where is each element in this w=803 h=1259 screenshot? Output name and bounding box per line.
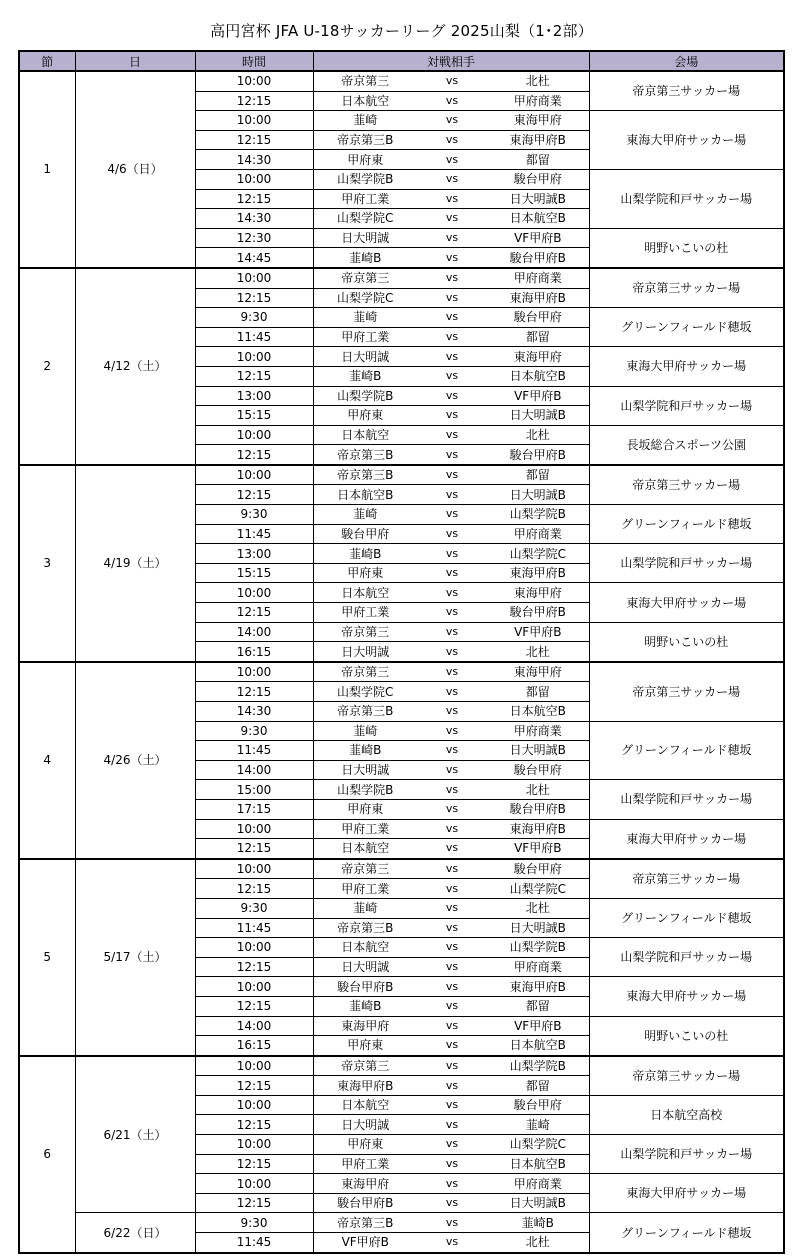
vs-label: vs: [417, 662, 487, 682]
away-team: 日大明誠B: [487, 741, 589, 761]
away-team: VF甲府B: [487, 386, 589, 406]
home-team: 韮崎: [313, 111, 417, 131]
away-team: 駿台甲府: [487, 308, 589, 328]
away-team: VF甲府B: [487, 1016, 589, 1036]
match-time: 14:00: [195, 760, 313, 780]
home-team: 韮崎: [313, 898, 417, 918]
match-time: 12:15: [195, 485, 313, 505]
vs-label: vs: [417, 248, 487, 268]
match-time: 12:15: [195, 682, 313, 702]
vs-label: vs: [417, 702, 487, 722]
venue-name: 帝京第三サッカー場: [589, 859, 784, 899]
match-time: 14:45: [195, 248, 313, 268]
vs-label: vs: [417, 799, 487, 819]
home-team: 日本航空: [313, 839, 417, 859]
match-row: [19, 71, 784, 91]
vs-label: vs: [417, 1135, 487, 1155]
match-time: 12:15: [195, 445, 313, 465]
match-time: 9:30: [195, 721, 313, 741]
away-team: 日大明誠B: [487, 406, 589, 426]
home-team: 日本航空: [313, 1095, 417, 1115]
venue-name: 東海大甲府サッカー場: [589, 347, 784, 386]
vs-label: vs: [417, 957, 487, 977]
away-team: 東海甲府B: [487, 288, 589, 308]
match-time: 9:30: [195, 1213, 313, 1233]
home-team: 帝京第三: [313, 1056, 417, 1076]
match-time: 10:00: [195, 819, 313, 839]
vs-label: vs: [417, 741, 487, 761]
away-team: 都留: [487, 682, 589, 702]
away-team: 都留: [487, 327, 589, 347]
match-time: 10:00: [195, 1056, 313, 1076]
venue-name: グリーンフィールド穂坂: [589, 308, 784, 347]
vs-label: vs: [417, 1213, 487, 1233]
vs-label: vs: [417, 1095, 487, 1115]
round-number: 1: [19, 71, 75, 268]
away-team: 駿台甲府B: [487, 603, 589, 623]
away-team: 東海甲府: [487, 111, 589, 131]
match-time: 11:45: [195, 524, 313, 544]
away-team: 北杜: [487, 71, 589, 91]
match-time: 10:00: [195, 347, 313, 367]
match-time: 11:45: [195, 741, 313, 761]
vs-label: vs: [417, 1076, 487, 1096]
home-team: 山梨学院C: [313, 209, 417, 229]
header-round: 節: [19, 51, 75, 71]
venue-name: 帝京第三サッカー場: [589, 71, 784, 111]
venue-name: 山梨学院和戸サッカー場: [589, 1135, 784, 1174]
match-time: 13:00: [195, 544, 313, 564]
match-time: 10:00: [195, 977, 313, 997]
vs-label: vs: [417, 879, 487, 899]
vs-label: vs: [417, 682, 487, 702]
away-team: 東海甲府B: [487, 130, 589, 150]
home-team: 山梨学院C: [313, 682, 417, 702]
home-team: 山梨学院C: [313, 288, 417, 308]
home-team: 甲府工業: [313, 189, 417, 209]
away-team: 東海甲府B: [487, 977, 589, 997]
venue-name: 山梨学院和戸サッカー場: [589, 386, 784, 425]
match-date: 5/17（土）: [75, 859, 195, 1056]
home-team: 甲府東: [313, 1135, 417, 1155]
match-row: [19, 268, 784, 288]
match-time: 10:00: [195, 662, 313, 682]
home-team: 東海甲府B: [313, 1076, 417, 1096]
home-team: 日大明誠: [313, 642, 417, 662]
match-time: 11:45: [195, 918, 313, 938]
vs-label: vs: [417, 524, 487, 544]
away-team: 日本航空B: [487, 1154, 589, 1174]
away-team: 韮崎B: [487, 1213, 589, 1233]
home-team: 甲府工業: [313, 819, 417, 839]
away-team: 日本航空B: [487, 209, 589, 229]
match-row: [19, 859, 784, 879]
vs-label: vs: [417, 386, 487, 406]
home-team: 東海甲府: [313, 1174, 417, 1194]
away-team: 日本航空B: [487, 1036, 589, 1056]
vs-label: vs: [417, 642, 487, 662]
match-date: 4/26（土）: [75, 662, 195, 859]
match-date: 4/6（日）: [75, 71, 195, 268]
home-team: 韮崎: [313, 721, 417, 741]
vs-label: vs: [417, 1016, 487, 1036]
away-team: 甲府商業: [487, 524, 589, 544]
match-time: 15:15: [195, 406, 313, 426]
home-team: 山梨学院B: [313, 780, 417, 800]
vs-label: vs: [417, 544, 487, 564]
away-team: 北杜: [487, 642, 589, 662]
away-team: 山梨学院C: [487, 879, 589, 899]
match-row: [19, 662, 784, 682]
away-team: 山梨学院C: [487, 1135, 589, 1155]
home-team: 帝京第三B: [313, 465, 417, 485]
away-team: 駿台甲府B: [487, 799, 589, 819]
venue-name: グリーンフィールド穂坂: [589, 721, 784, 780]
header-match: 対戦相手: [313, 51, 589, 71]
schedule-body: [19, 71, 784, 1253]
match-time: 12:15: [195, 288, 313, 308]
away-team: 山梨学院B: [487, 505, 589, 525]
match-time: 12:15: [195, 130, 313, 150]
page-title: 高円宮杯 JFA U-18サッカーリーグ 2025山梨（1･2部）: [210, 22, 593, 40]
venue-name: 長坂総合スポーツ公園: [589, 425, 784, 465]
match-time: 12:15: [195, 1193, 313, 1213]
home-team: 甲府東: [313, 1036, 417, 1056]
away-team: 駿台甲府: [487, 859, 589, 879]
vs-label: vs: [417, 938, 487, 958]
home-team: 帝京第三B: [313, 130, 417, 150]
vs-label: vs: [417, 505, 487, 525]
venue-name: グリーンフィールド穂坂: [589, 1213, 784, 1253]
away-team: 北杜: [487, 425, 589, 445]
venue-name: 東海大甲府サッカー場: [589, 819, 784, 859]
home-team: 甲府東: [313, 406, 417, 426]
vs-label: vs: [417, 268, 487, 288]
vs-label: vs: [417, 189, 487, 209]
vs-label: vs: [417, 1036, 487, 1056]
match-time: 10:00: [195, 859, 313, 879]
away-team: 日大明誠B: [487, 1193, 589, 1213]
away-team: 甲府商業: [487, 1174, 589, 1194]
venue-name: 山梨学院和戸サッカー場: [589, 780, 784, 819]
away-team: 北杜: [487, 780, 589, 800]
vs-label: vs: [417, 721, 487, 741]
venue-name: 山梨学院和戸サッカー場: [589, 938, 784, 977]
away-team: VF甲府B: [487, 622, 589, 642]
vs-label: vs: [417, 1233, 487, 1253]
away-team: 駿台甲府: [487, 760, 589, 780]
round-number: 6: [19, 1056, 75, 1253]
venue-name: 明野いこいの杜: [589, 622, 784, 662]
home-team: 帝京第三B: [313, 445, 417, 465]
vs-label: vs: [417, 485, 487, 505]
vs-label: vs: [417, 347, 487, 367]
vs-label: vs: [417, 1154, 487, 1174]
home-team: 駿台甲府: [313, 524, 417, 544]
round-number: 3: [19, 465, 75, 662]
away-team: 都留: [487, 150, 589, 170]
vs-label: vs: [417, 150, 487, 170]
match-time: 10:00: [195, 268, 313, 288]
match-time: 12:15: [195, 189, 313, 209]
match-time: 11:45: [195, 1233, 313, 1253]
match-row: [19, 1056, 784, 1076]
away-team: VF甲府B: [487, 839, 589, 859]
away-team: 東海甲府: [487, 662, 589, 682]
match-time: 10:00: [195, 111, 313, 131]
away-team: 都留: [487, 1076, 589, 1096]
venue-name: 日本航空高校: [589, 1095, 784, 1134]
home-team: 甲府東: [313, 799, 417, 819]
away-team: 山梨学院B: [487, 1056, 589, 1076]
away-team: 北杜: [487, 1233, 589, 1253]
vs-label: vs: [417, 111, 487, 131]
home-team: 帝京第三: [313, 662, 417, 682]
match-time: 12:15: [195, 879, 313, 899]
away-team: 駿台甲府: [487, 1095, 589, 1115]
home-team: 日大明誠: [313, 1115, 417, 1135]
home-team: 日本航空: [313, 425, 417, 445]
match-time: 10:00: [195, 1135, 313, 1155]
match-time: 9:30: [195, 308, 313, 328]
vs-label: vs: [417, 130, 487, 150]
home-team: 日大明誠: [313, 760, 417, 780]
home-team: 甲府東: [313, 563, 417, 583]
match-time: 10:00: [195, 425, 313, 445]
away-team: 日大明誠B: [487, 189, 589, 209]
venue-name: 明野いこいの杜: [589, 228, 784, 268]
vs-label: vs: [417, 209, 487, 229]
venue-name: 東海大甲府サッカー場: [589, 111, 784, 170]
vs-label: vs: [417, 977, 487, 997]
home-team: 東海甲府: [313, 1016, 417, 1036]
vs-label: vs: [417, 563, 487, 583]
home-team: 韮崎B: [313, 248, 417, 268]
away-team: 駿台甲府B: [487, 248, 589, 268]
home-team: 韮崎B: [313, 996, 417, 1016]
match-time: 10:00: [195, 169, 313, 189]
match-time: 10:00: [195, 1095, 313, 1115]
match-time: 12:15: [195, 957, 313, 977]
match-time: 12:15: [195, 91, 313, 111]
home-team: 甲府工業: [313, 879, 417, 899]
home-team: 帝京第三: [313, 71, 417, 91]
away-team: 都留: [487, 465, 589, 485]
home-team: 日本航空: [313, 91, 417, 111]
home-team: 日本航空: [313, 938, 417, 958]
away-team: 山梨学院B: [487, 938, 589, 958]
header-date: 日: [75, 51, 195, 71]
away-team: 甲府商業: [487, 91, 589, 111]
match-time: 12:15: [195, 1076, 313, 1096]
home-team: 帝京第三: [313, 268, 417, 288]
vs-label: vs: [417, 780, 487, 800]
home-team: 山梨学院B: [313, 169, 417, 189]
vs-label: vs: [417, 859, 487, 879]
vs-label: vs: [417, 327, 487, 347]
away-team: 山梨学院C: [487, 544, 589, 564]
vs-label: vs: [417, 71, 487, 91]
vs-label: vs: [417, 425, 487, 445]
match-time: 14:00: [195, 622, 313, 642]
header-time: 時間: [195, 51, 313, 71]
home-team: 日本航空B: [313, 485, 417, 505]
away-team: 日本航空B: [487, 366, 589, 386]
vs-label: vs: [417, 169, 487, 189]
away-team: 韮崎: [487, 1115, 589, 1135]
match-time: 12:15: [195, 839, 313, 859]
away-team: 日大明誠B: [487, 918, 589, 938]
home-team: 帝京第三B: [313, 1213, 417, 1233]
home-team: 甲府工業: [313, 603, 417, 623]
vs-label: vs: [417, 445, 487, 465]
venue-name: グリーンフィールド穂坂: [589, 505, 784, 544]
home-team: 甲府東: [313, 150, 417, 170]
home-team: 帝京第三: [313, 622, 417, 642]
away-team: 駿台甲府: [487, 169, 589, 189]
venue-name: 東海大甲府サッカー場: [589, 1174, 784, 1213]
vs-label: vs: [417, 366, 487, 386]
vs-label: vs: [417, 898, 487, 918]
home-team: 駿台甲府B: [313, 977, 417, 997]
match-time: 10:00: [195, 583, 313, 603]
match-row: [19, 1213, 784, 1233]
away-team: 東海甲府: [487, 583, 589, 603]
vs-label: vs: [417, 603, 487, 623]
home-team: 日大明誠: [313, 228, 417, 248]
header-venue: 会場: [589, 51, 784, 71]
match-time: 14:30: [195, 702, 313, 722]
home-team: 駿台甲府B: [313, 1193, 417, 1213]
match-date: 4/12（土）: [75, 268, 195, 465]
vs-label: vs: [417, 819, 487, 839]
away-team: 東海甲府B: [487, 819, 589, 839]
home-team: 韮崎B: [313, 544, 417, 564]
match-time: 14:00: [195, 1016, 313, 1036]
vs-label: vs: [417, 1115, 487, 1135]
match-time: 9:30: [195, 505, 313, 525]
vs-label: vs: [417, 1056, 487, 1076]
match-date: 6/21（土）: [75, 1056, 195, 1213]
vs-label: vs: [417, 622, 487, 642]
home-team: 帝京第三B: [313, 702, 417, 722]
match-time: 10:00: [195, 71, 313, 91]
round-number: 2: [19, 268, 75, 465]
vs-label: vs: [417, 91, 487, 111]
home-team: 日大明誠: [313, 957, 417, 977]
home-team: VF甲府B: [313, 1233, 417, 1253]
vs-label: vs: [417, 406, 487, 426]
away-team: 北杜: [487, 898, 589, 918]
match-time: 12:15: [195, 1154, 313, 1174]
match-time: 12:15: [195, 996, 313, 1016]
vs-label: vs: [417, 465, 487, 485]
match-time: 10:00: [195, 1174, 313, 1194]
venue-name: 帝京第三サッカー場: [589, 268, 784, 308]
venue-name: 明野いこいの杜: [589, 1016, 784, 1056]
away-team: 日本航空B: [487, 702, 589, 722]
match-time: 17:15: [195, 799, 313, 819]
home-team: 日大明誠: [313, 347, 417, 367]
away-team: 駿台甲府B: [487, 445, 589, 465]
home-team: 帝京第三: [313, 859, 417, 879]
match-time: 10:00: [195, 938, 313, 958]
away-team: 日大明誠B: [487, 485, 589, 505]
vs-label: vs: [417, 918, 487, 938]
vs-label: vs: [417, 308, 487, 328]
home-team: 帝京第三B: [313, 918, 417, 938]
venue-name: 山梨学院和戸サッカー場: [589, 169, 784, 228]
venue-name: グリーンフィールド穂坂: [589, 898, 784, 937]
match-time: 12:30: [195, 228, 313, 248]
match-time: 12:15: [195, 603, 313, 623]
match-time: 12:15: [195, 1115, 313, 1135]
venue-name: 帝京第三サッカー場: [589, 662, 784, 721]
match-time: 16:15: [195, 1036, 313, 1056]
away-team: 甲府商業: [487, 957, 589, 977]
vs-label: vs: [417, 760, 487, 780]
match-date: 6/22（日）: [75, 1213, 195, 1253]
vs-label: vs: [417, 1193, 487, 1213]
home-team: 山梨学院B: [313, 386, 417, 406]
header-row: [19, 51, 784, 71]
match-time: 14:30: [195, 150, 313, 170]
round-number: 5: [19, 859, 75, 1056]
venue-name: 山梨学院和戸サッカー場: [589, 544, 784, 583]
match-time: 11:45: [195, 327, 313, 347]
vs-label: vs: [417, 996, 487, 1016]
match-time: 15:15: [195, 563, 313, 583]
away-team: 都留: [487, 996, 589, 1016]
away-team: 東海甲府B: [487, 563, 589, 583]
match-time: 16:15: [195, 642, 313, 662]
match-time: 12:15: [195, 366, 313, 386]
venue-name: 帝京第三サッカー場: [589, 1056, 784, 1096]
home-team: 甲府工業: [313, 1154, 417, 1174]
home-team: 日本航空: [313, 583, 417, 603]
home-team: 韮崎: [313, 308, 417, 328]
venue-name: 東海大甲府サッカー場: [589, 583, 784, 622]
vs-label: vs: [417, 228, 487, 248]
home-team: 韮崎B: [313, 366, 417, 386]
home-team: 韮崎B: [313, 741, 417, 761]
vs-label: vs: [417, 583, 487, 603]
match-time: 10:00: [195, 465, 313, 485]
home-team: 甲府工業: [313, 327, 417, 347]
vs-label: vs: [417, 839, 487, 859]
vs-label: vs: [417, 288, 487, 308]
round-number: 4: [19, 662, 75, 859]
match-time: 14:30: [195, 209, 313, 229]
match-time: 9:30: [195, 898, 313, 918]
away-team: 東海甲府: [487, 347, 589, 367]
venue-name: 帝京第三サッカー場: [589, 465, 784, 505]
away-team: 甲府商業: [487, 721, 589, 741]
match-date: 4/19（土）: [75, 465, 195, 662]
match-time: 15:00: [195, 780, 313, 800]
venue-name: 東海大甲府サッカー場: [589, 977, 784, 1016]
match-row: [19, 465, 784, 485]
home-team: 韮崎: [313, 505, 417, 525]
vs-label: vs: [417, 1174, 487, 1194]
away-team: 甲府商業: [487, 268, 589, 288]
away-team: VF甲府B: [487, 228, 589, 248]
schedule-table: [18, 50, 785, 1254]
match-time: 13:00: [195, 386, 313, 406]
